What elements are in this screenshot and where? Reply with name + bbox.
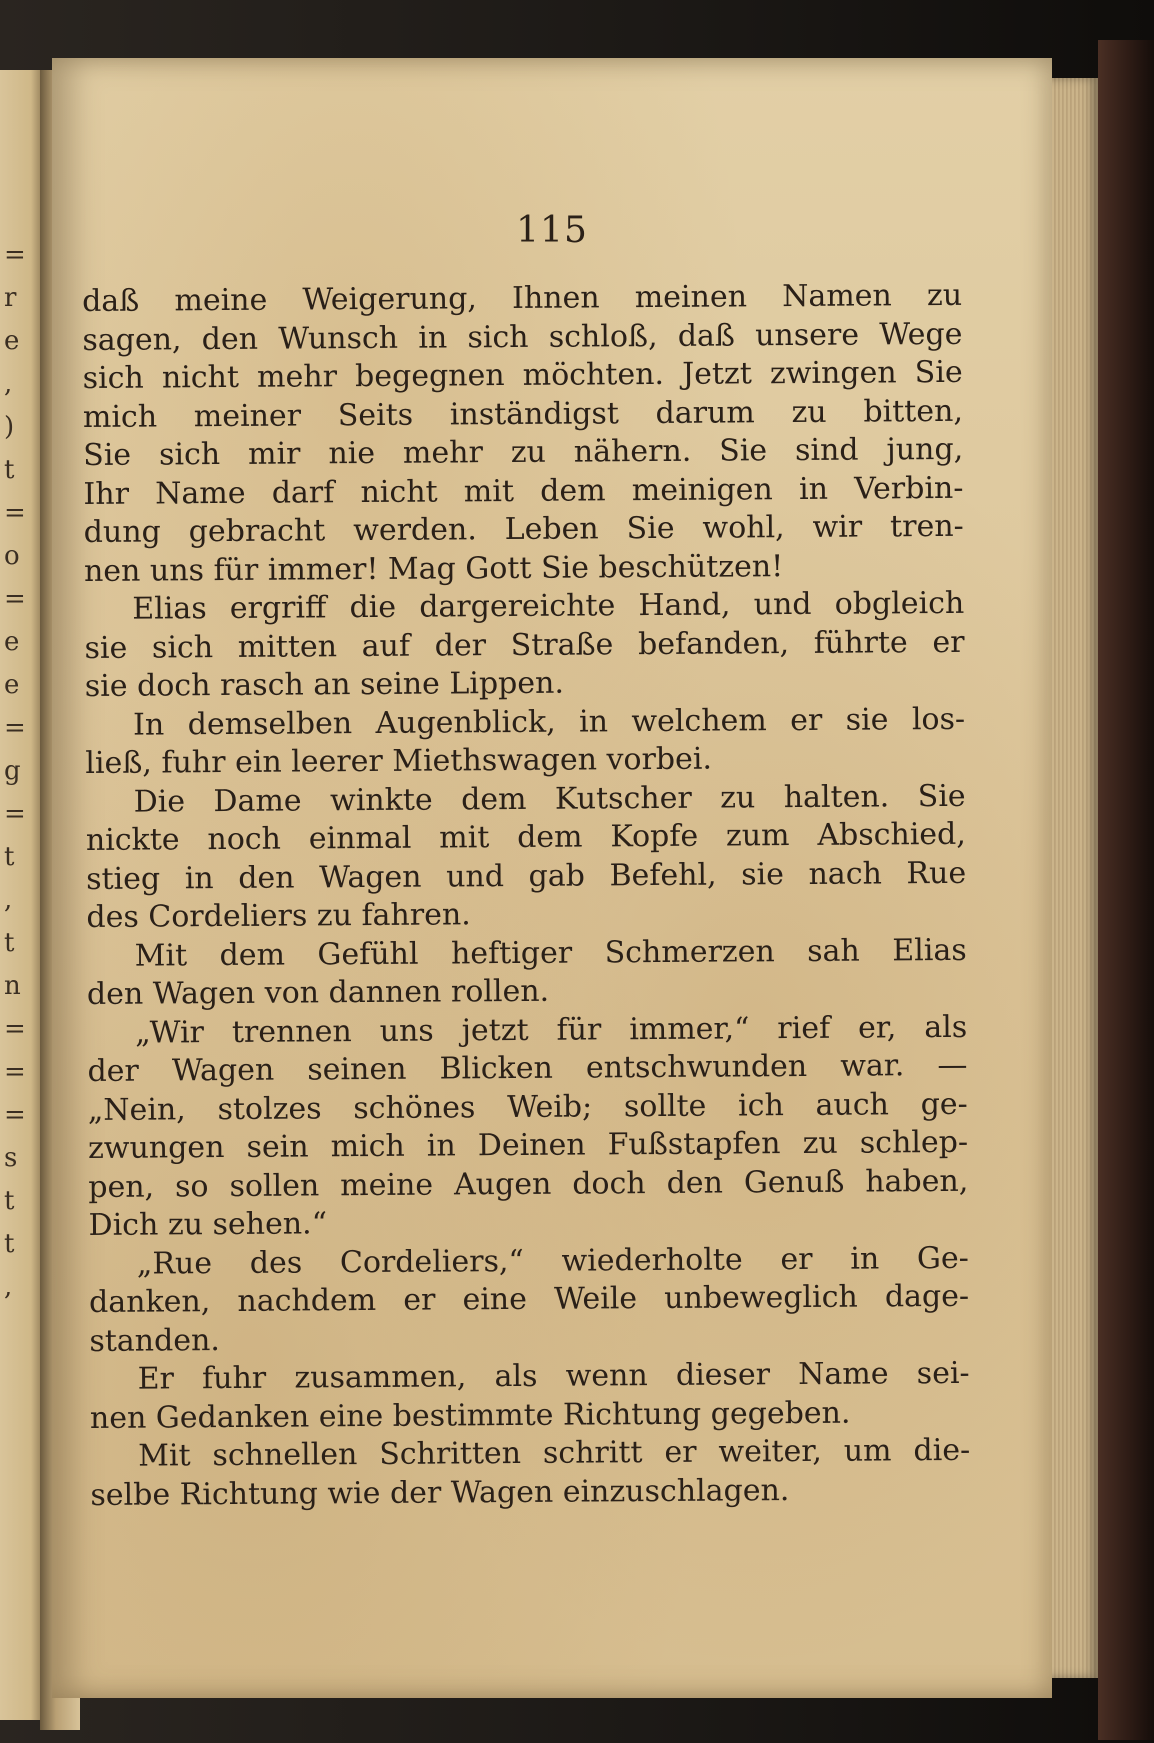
text-line: des Cordeliers zu fahren. [86,897,471,935]
text-line: „Rue des Cordeliers,“ wiederholte er in Ge- [136,1240,969,1282]
book-page [52,58,1052,1698]
text-line: In demselben Augenblick, in welchem er sie los- [132,701,966,743]
previous-page-glyph: = [4,240,26,270]
previous-page-glyph: e [4,326,20,356]
previous-page-glyph: n [4,971,21,1001]
previous-page-glyph: t [4,1229,15,1259]
previous-page-glyph: = [4,713,26,743]
text-line: Er fuhr zusammen, als wenn dieser Name sei- [137,1355,970,1397]
text-line: mich meiner Seits inständigst darum zu bitten, [82,393,964,435]
page-text [82,277,971,1515]
previous-page-glyph: , [4,369,13,399]
previous-page-glyph: e [4,627,20,657]
previous-page-glyph: s [4,1143,18,1173]
text-line: Die Dame winkte dem Kutscher zu halten. Sie [133,778,966,820]
text-line: „Wir trennen uns jetzt für immer,“ rief er, als [135,1009,968,1051]
previous-page-glyph: t [4,842,15,872]
text-line: sich nicht mehr begegnen möchten. Jetzt zwingen Sie [82,354,963,396]
text-line: standen. [89,1322,220,1359]
text-line: Mit schnellen Schritten schritt er weiter, um die- [138,1432,971,1474]
text-line: pen, so sollen meine Augen doch den Genuß haben, [88,1163,969,1205]
previous-page-glyph: t [4,455,15,485]
text-line: Dich zu sehen.“ [88,1206,328,1243]
text-line: „Nein, stolzes schönes Weib; sollte ich auch ge- [87,1086,968,1128]
previous-page-glyph: = [4,1100,26,1130]
text-line: sie doch rasch an seine Lippen. [84,665,565,704]
text-line: der Wagen seinen Blicken entschwunden war. — [87,1047,968,1089]
previous-page-glyph: ) [4,412,15,442]
previous-page-glyph: e [4,670,20,700]
text-line: sie sich mitten auf der Straße befanden, führte er [84,624,965,666]
previous-page-text-fragments [0,70,26,1720]
text-line: dung gebracht werden. Leben Sie wohl, wir tren- [83,508,964,550]
text-line: den Wagen von dannen rollen. [86,973,550,1012]
previous-page-glyph: = [4,584,26,614]
previous-page-glyph: t [4,1186,15,1216]
previous-page-glyph: , [4,885,13,915]
text-line: nen uns für immer! Mag Gott Sie beschützen! [83,548,784,589]
text-line: Elias ergriff die dargereichte Hand, und obgleich [132,585,965,627]
text-line: Sie sich mir nie mehr zu nähern. Sie sind jung, [83,431,964,473]
page-number: 115 [516,210,588,251]
previous-page-glyph: g [4,756,21,786]
text-line: daß meine Weigerung, Ihnen meinen Namen zu [82,277,963,319]
previous-page-glyph: = [4,799,26,829]
text-line: nen Gedanken eine bestimmte Richtung gegeben. [89,1395,851,1436]
text-line: Mit dem Gefühl heftiger Schmerzen sah Elias [134,932,967,974]
previous-page-glyph: r [4,283,17,313]
text-line: sagen, den Wunsch in sich schloß, daß unsere Wege [82,316,963,358]
previous-page-glyph: , [4,1272,13,1302]
previous-page-glyph: = [4,1057,26,1087]
text-line: stieg in den Wagen und gab Befehl, sie nach Rue [86,855,967,897]
previous-page-glyph: = [4,1014,26,1044]
previous-page-glyph: o [4,541,20,571]
previous-page-glyph: t [4,928,15,958]
text-line: zwungen sein mich in Deinen Fußstapfen zu schlep- [87,1124,969,1166]
text-line: nickte noch einmal mit dem Kopfe zum Abschied, [85,816,966,858]
text-line: danken, nachdem er eine Weile unbeweglich dage- [88,1278,970,1320]
text-line: selbe Richtung wie der Wagen einzuschlagen. [90,1472,790,1513]
text-line: ließ, fuhr ein leerer Miethswagen vorbei. [85,741,713,781]
previous-page-edge [0,70,44,1720]
previous-page-glyph: = [4,498,26,528]
book-cover-edge [1098,40,1154,1740]
text-line: Ihr Name darf nicht mit dem meinigen in Verbin- [83,470,964,512]
